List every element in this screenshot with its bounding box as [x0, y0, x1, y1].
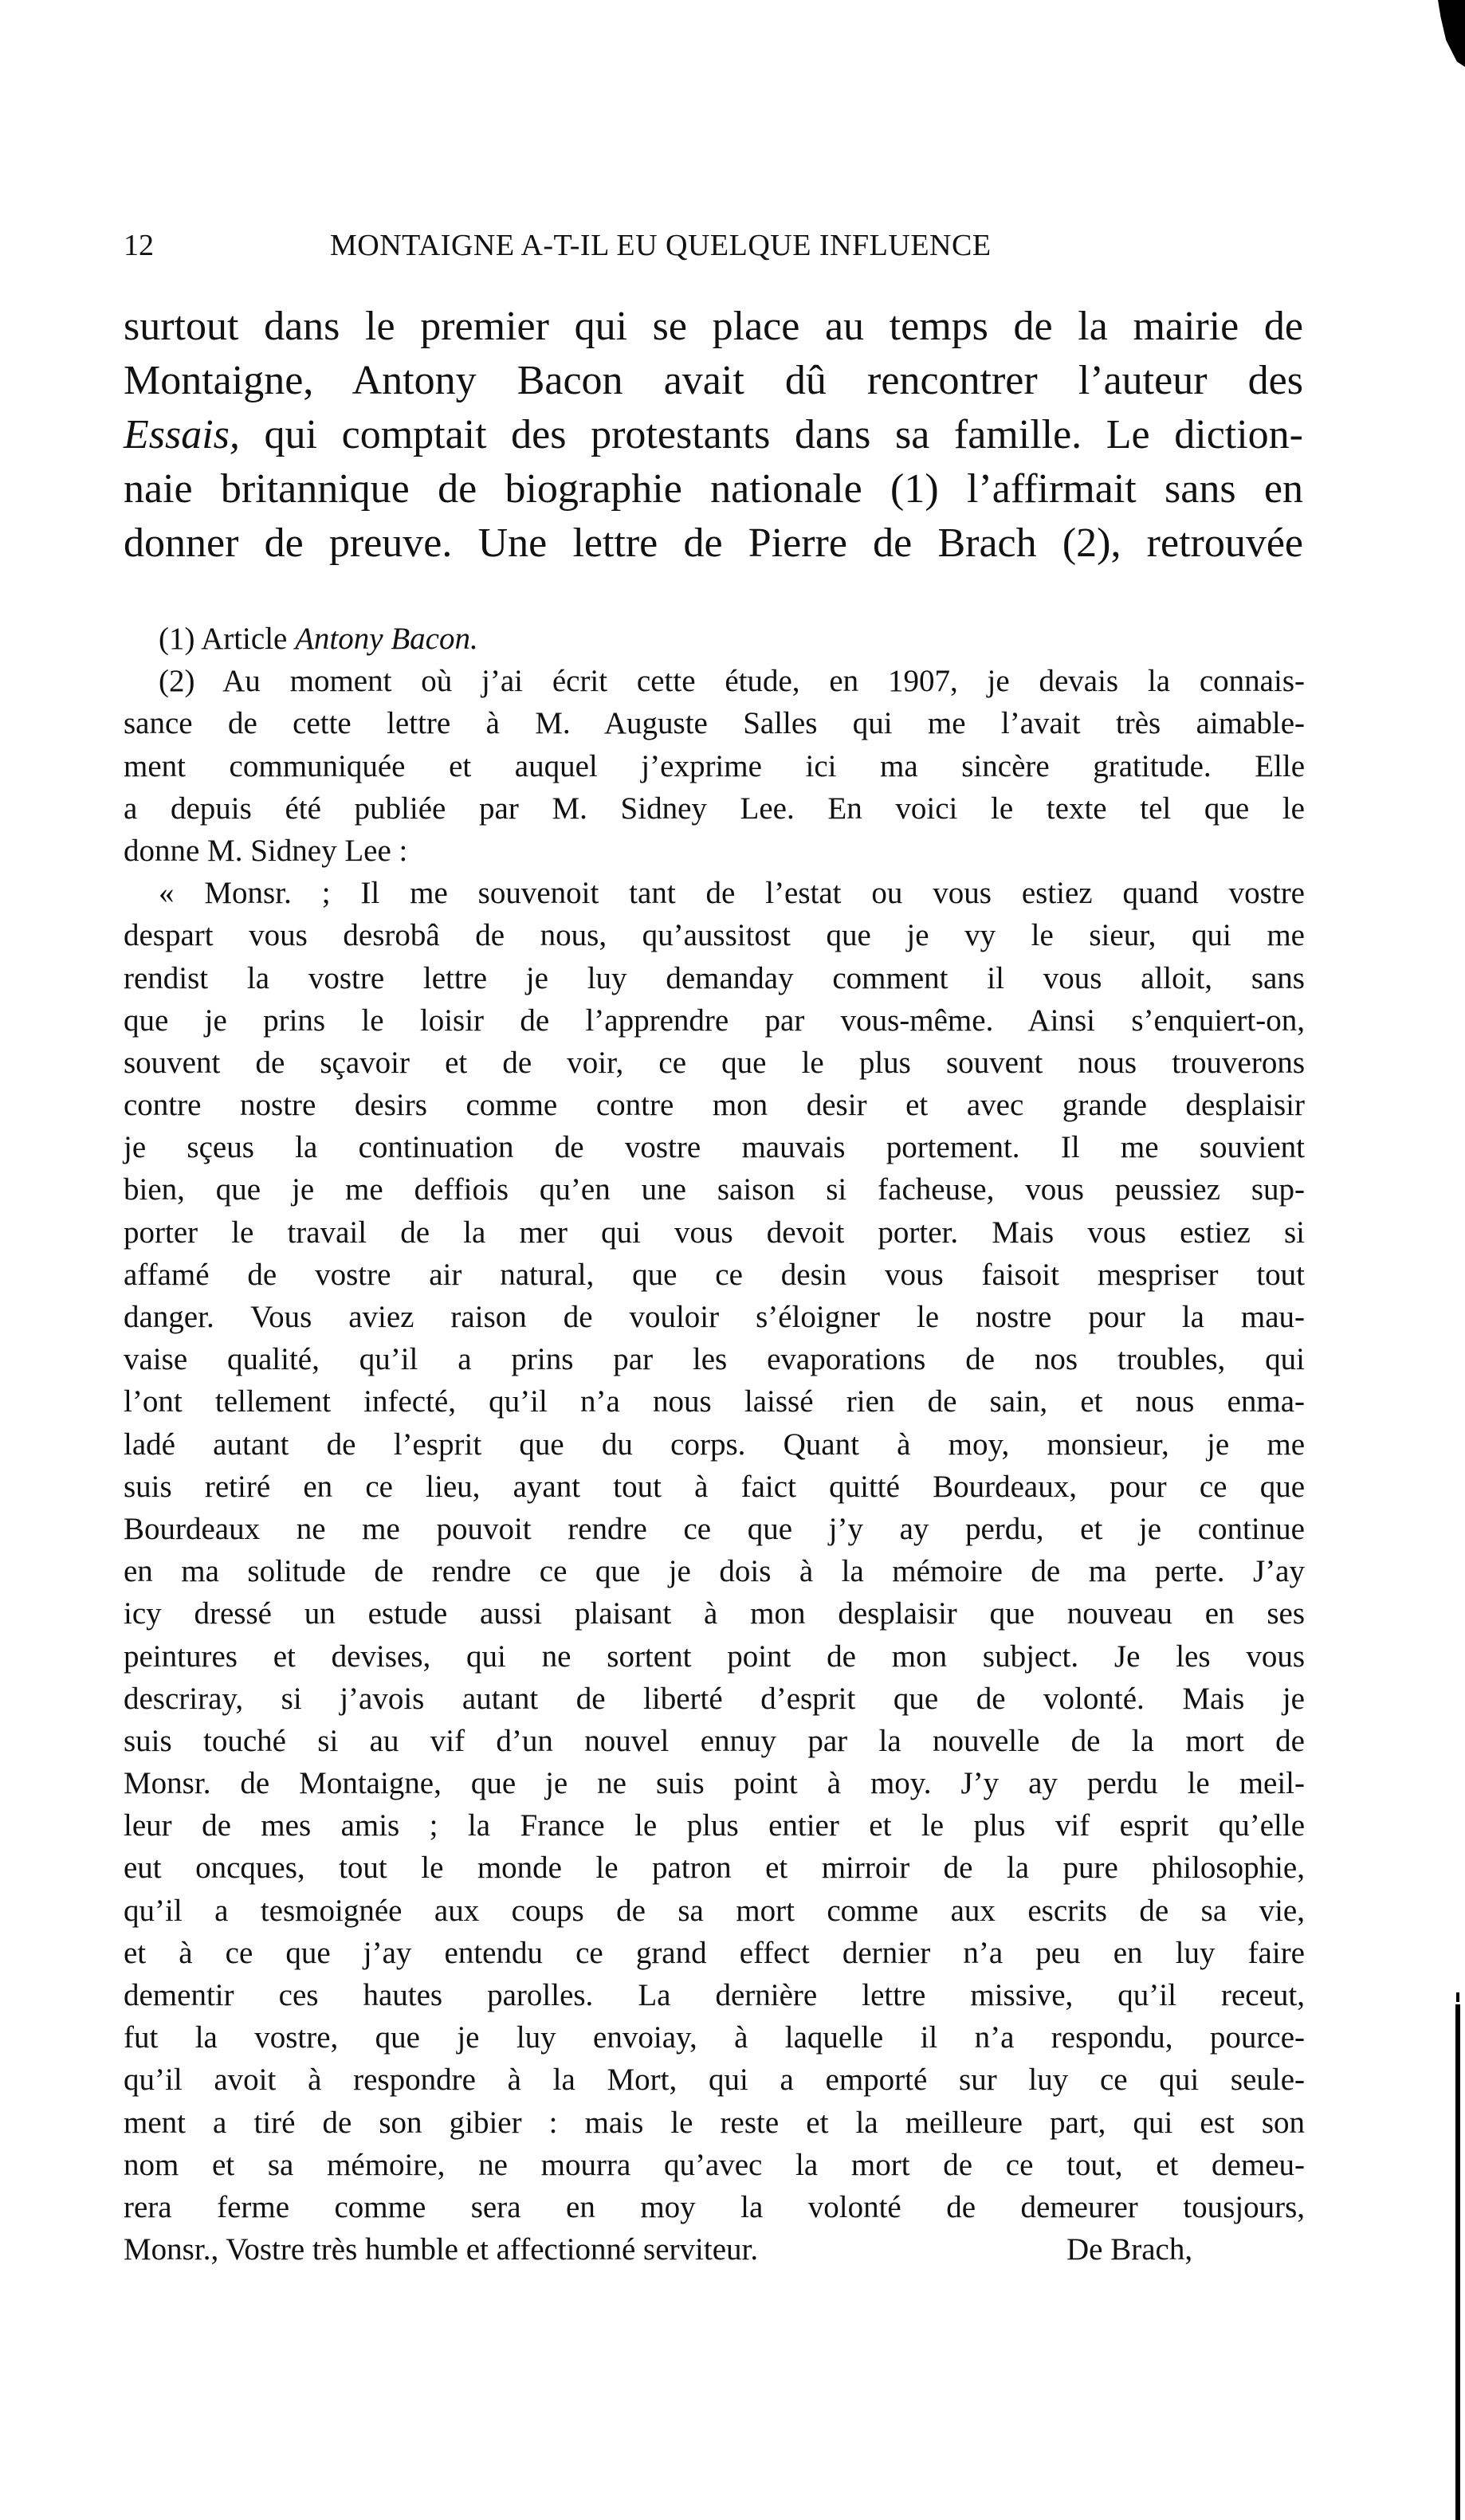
text-segment: rera ferme comme sera en moy la volonté de demeurer tousjours, [124, 2189, 1305, 2224]
footnote-line [124, 1890, 1305, 1932]
text-segment: sance de cette lettre à M. Auguste Salles qui me l’avait très aimable- [124, 706, 1305, 741]
text-segment: contre nostre desirs comme contre mon desir et avec grande desplaisir [124, 1088, 1305, 1123]
footnote-line [124, 1550, 1305, 1592]
text-segment: icy dressé un estude aussi plaisant à mon desplaisir que nouveau en ses [124, 1596, 1305, 1631]
footnote-line [124, 1254, 1305, 1296]
text-segment: affamé de vostre air natural, que ce desin vous faisoit mespriser tout [124, 1257, 1305, 1292]
letter-closing [124, 2228, 1305, 2271]
footnote-line [124, 1296, 1305, 1338]
closing-text: Monsr., Vostre très humble et affectionné serviteur. [124, 2232, 759, 2267]
text-segment: qu’il a tesmoignée aux coups de sa mort comme aux escrits de sa vie, [124, 1893, 1305, 1928]
text-segment: suis touché si au vif d’un nouvel ennuy par la nouvelle de la mort de [124, 1723, 1305, 1758]
footnote-line [124, 1338, 1305, 1380]
text-segment: rendist la vostre lettre je luy demanday comment il vous alloit, sans [124, 960, 1305, 995]
text-segment: danger. Vous aviez raison de vouloir s’éloigner le nostre pour la mau- [124, 1300, 1305, 1334]
footnote-line [124, 1932, 1305, 1974]
text-segment: bien, que je me deffiois qu’en une saison si facheuse, vous peussiez sup- [124, 1172, 1305, 1207]
text-segment: (1) Article [159, 622, 296, 656]
footnote-line [124, 1678, 1305, 1720]
text-segment: nom et sa mémoire, ne mourra qu’avec la mort de ce tout, et demeu- [124, 2147, 1305, 2182]
footnote-line [124, 2016, 1305, 2059]
text-segment: en ma solitude de rendre ce que je dois à la mémoire de ma perte. J’ay [124, 1554, 1305, 1589]
footnote-line [124, 872, 1305, 914]
text-segment: fut la vostre, que je luy envoiay, à laquelle il n’a respondu, pource- [124, 2020, 1305, 2055]
text-segment: peintures et devises, qui ne sortent point de mon subject. Je les vous [124, 1639, 1305, 1674]
footnote-line [124, 830, 1305, 872]
text-segment: dementir ces hautes parolles. La dernière lettre missive, qu’il receut, [124, 1978, 1305, 2012]
italic-text: Essais, [124, 412, 240, 457]
text-segment: vaise qualité, qu’il a prins par les evaporations de nos troubles, qui [124, 1342, 1305, 1377]
text-segment: je sçeus la continuation de vostre mauvais portement. Il me souvient [124, 1130, 1305, 1165]
body-line [124, 462, 1303, 516]
text-segment: Monsr. de Montaigne, que je ne suis point à moy. J’y ay perdu le meil- [124, 1766, 1305, 1801]
text-segment: ment communiquée et auquel j’exprime ici ma sincère gratitude. Elle [124, 748, 1305, 783]
text-segment: porter le travail de la mer qui vous devoit porter. Mais vous estiez si [124, 1215, 1305, 1250]
scan-edge-speck [1456, 1992, 1459, 2002]
footnote-line [124, 2186, 1305, 2228]
text-segment: souvent de sçavoir et de voir, ce que le plus souvent nous trouverons [124, 1045, 1305, 1080]
footnotes [124, 618, 1305, 2271]
body-line [124, 408, 1303, 462]
footnote-line [124, 1042, 1305, 1084]
text-segment: suis retiré en ce lieu, ayant tout à faict quitté Bourdeaux, pour ce que [124, 1469, 1305, 1504]
footnote-line [124, 914, 1305, 956]
running-title: MONTAIGNE A-T-IL EU QUELQUE INFLUENCE [330, 229, 992, 262]
page-header [124, 223, 1303, 268]
footnote-line [124, 1380, 1305, 1423]
text-segment: surtout dans le premier qui se place au temps de la mairie de [124, 304, 1303, 349]
footnote-line [124, 1974, 1305, 2016]
text-segment: que je prins le loisir de l’apprendre par vous-même. Ainsi s’enquiert-on, [124, 1003, 1305, 1038]
footnote-line [124, 1804, 1305, 1847]
footnote-line [124, 1762, 1305, 1804]
footnote-line [124, 2059, 1305, 2101]
footnote-line [124, 1423, 1305, 1466]
footnote-line [124, 745, 1305, 787]
text-segment: ment a tiré de son gibier : mais le reste et la meilleure part, qui est son [124, 2105, 1305, 2140]
footnote-line [124, 957, 1305, 999]
footnote-line [124, 1635, 1305, 1678]
text-segment: et à ce que j’ay entendu ce grand effect dernier n’a peu en luy faire [124, 1935, 1305, 1970]
footnote-line [124, 618, 1305, 660]
text-segment: descriray, si j’avois autant de liberté d’esprit que de volonté. Mais je [124, 1681, 1305, 1716]
footnote-line [124, 660, 1305, 702]
footnote-line [124, 1508, 1305, 1550]
footnote-line [124, 787, 1305, 830]
text-segment: ladé autant de l’esprit que du corps. Quant à moy, monsieur, je me [124, 1427, 1305, 1462]
body-line [124, 300, 1303, 354]
footnote-line [124, 999, 1305, 1042]
text-segment: qui comptait des protestants dans sa famille. Le diction- [239, 412, 1303, 457]
footnote-line [124, 1126, 1305, 1168]
text-segment: donne M. Sidney Lee : [124, 833, 408, 868]
footnote-line [124, 1211, 1305, 1254]
body-text [124, 300, 1303, 571]
text-segment: a depuis été publiée par M. Sidney Lee. En voici le texte tel que le [124, 791, 1305, 826]
footnote-line [124, 2102, 1305, 2144]
scan-edge-mark-top [1438, 0, 1465, 67]
footnote-line [124, 1466, 1305, 1508]
footnote-line [124, 1084, 1305, 1126]
footnote-line [124, 1720, 1305, 1762]
footnote-line [124, 1168, 1305, 1211]
text-segment: « Monsr. ; Il me souvenoit tant de l’estat ou vous estiez quand vostre [159, 876, 1305, 911]
text-segment: eut oncques, tout le monde le patron et mirroir de la pure philosophie, [124, 1851, 1305, 1886]
signature: De Brach, [1066, 2232, 1193, 2267]
text-segment: naie britannique de biographie nationale (1) l’affirmait sans en [124, 466, 1303, 512]
footnote-line [124, 702, 1305, 744]
body-line [124, 516, 1303, 571]
text-segment: Bourdeaux ne me pouvoit rendre ce que j’y ay perdu, et je continue [124, 1511, 1305, 1546]
scan-edge-mark-right [1455, 2004, 1460, 2520]
footnote-line [124, 1592, 1305, 1635]
text-segment: (2) Au moment où j’ai écrit cette étude, en 1907, je devais la connais- [159, 664, 1305, 699]
text-segment: despart vous desrobâ de nous, qu’aussitost que je vy le sieur, qui me [124, 918, 1305, 953]
body-line [124, 354, 1303, 408]
italic-text: Antony Bacon. [295, 622, 478, 656]
text-segment: qu’il avoit à respondre à la Mort, qui a emporté sur luy ce qui seule- [124, 2063, 1305, 2098]
footnote-line [124, 2144, 1305, 2186]
page-number: 12 [124, 229, 154, 262]
text-segment: l’ont tellement infecté, qu’il n’a nous laissé rien de sain, et nous enma- [124, 1384, 1305, 1419]
footnote-line [124, 1847, 1305, 1889]
text-segment: leur de mes amis ; la France le plus entier et le plus vif esprit qu’elle [124, 1808, 1305, 1843]
text-segment: donner de preuve. Une lettre de Pierre de Brach (2), retrouvée [124, 520, 1303, 566]
text-segment: Montaigne, Antony Bacon avait dû rencontrer l’auteur des [124, 358, 1303, 403]
